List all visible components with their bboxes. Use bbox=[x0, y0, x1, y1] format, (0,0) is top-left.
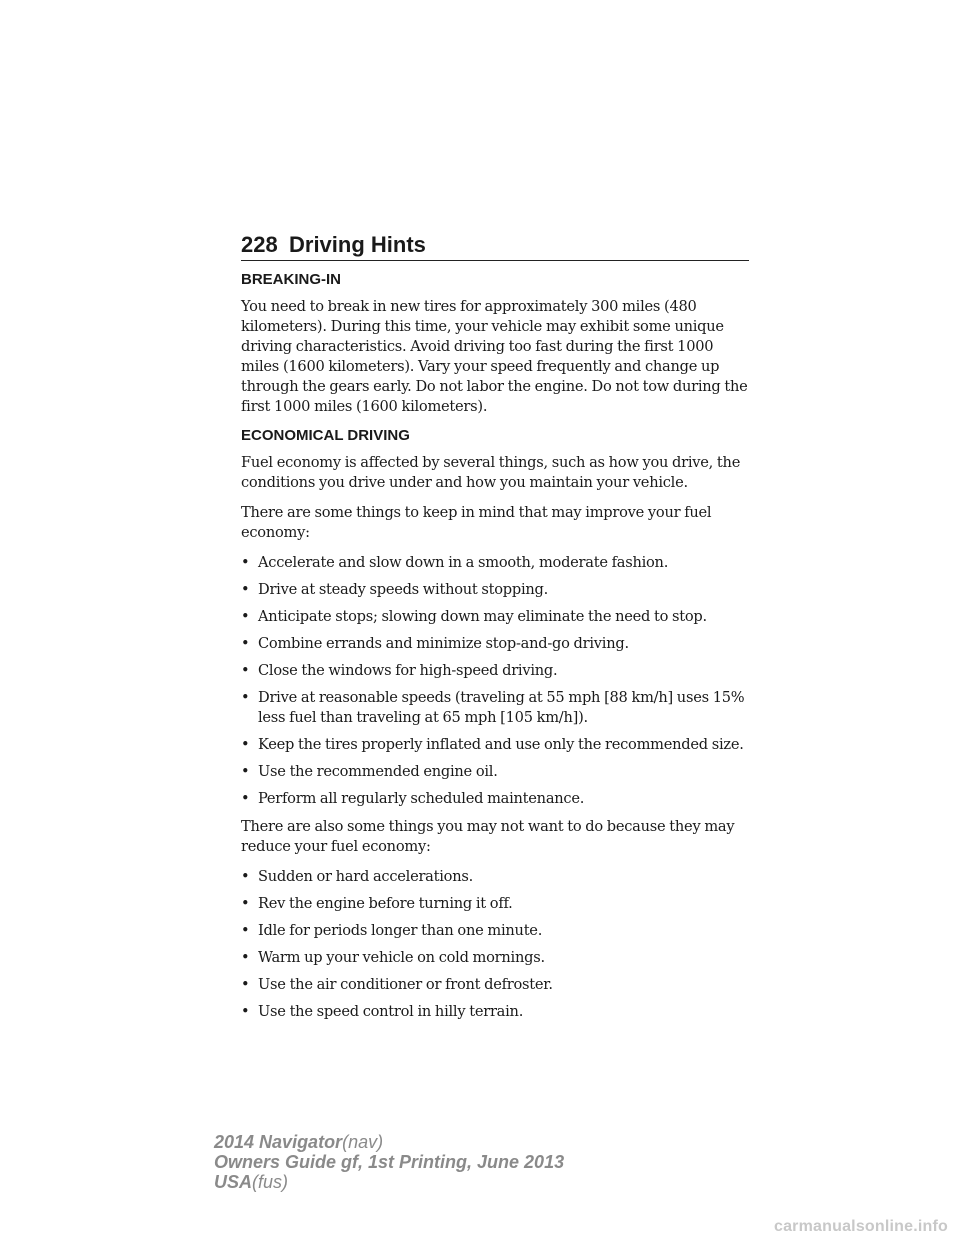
bullet-icon: • bbox=[241, 763, 250, 780]
footer-line-market: USA(fus) bbox=[214, 1172, 289, 1192]
economical-driving-heading: ECONOMICAL DRIVING bbox=[241, 427, 410, 444]
improve-intro: There are some things to keep in mind that may improve your fuel economy: bbox=[241, 504, 712, 541]
bullet-icon: • bbox=[241, 608, 250, 625]
list-item: • Accelerate and slow down in a smooth, moderate fashion. bbox=[241, 554, 669, 571]
improve-list bbox=[241, 553, 751, 809]
bullet-icon: • bbox=[241, 790, 250, 807]
reduce-list bbox=[241, 867, 751, 1022]
watermark: carmanualsonline.info bbox=[773, 1218, 948, 1235]
list-item: • Warm up your vehicle on cold mornings. bbox=[241, 949, 545, 966]
list-item: • Anticipate stops; slowing down may eliminate the need to stop. bbox=[241, 608, 707, 625]
reduce-intro: There are also some things you may not want to do because they may reduce your fuel economy: bbox=[241, 818, 735, 855]
bullet-icon: • bbox=[241, 922, 250, 939]
bullet-icon: • bbox=[241, 949, 250, 966]
list-item: • Rev the engine before turning it off. bbox=[241, 895, 513, 912]
list-item: • Combine errands and minimize stop-and-go driving. bbox=[241, 635, 629, 652]
footer-line-printing: Owners Guide gf, 1st Printing, June 2013 bbox=[214, 1152, 565, 1172]
document-footer bbox=[214, 1132, 564, 1192]
bullet-icon: • bbox=[241, 736, 250, 753]
section-title: Driving Hints bbox=[289, 232, 426, 257]
bullet-icon: • bbox=[241, 868, 250, 885]
list-item: • Keep the tires properly inflated and use only the recommended size. bbox=[241, 736, 744, 753]
page-number: 228 bbox=[241, 232, 278, 257]
bullet-icon: • bbox=[241, 662, 250, 679]
economical-intro: Fuel economy is affected by several things, such as how you drive, the conditions you drive under and how you maintain your vehicle. bbox=[241, 454, 741, 491]
bullet-icon: • bbox=[241, 895, 250, 912]
list-item: • Sudden or hard accelerations. bbox=[241, 868, 473, 885]
footer-line-model: 2014 Navigator(nav) bbox=[214, 1132, 384, 1152]
list-item: • Perform all regularly scheduled maintenance. bbox=[241, 790, 585, 807]
page-content bbox=[241, 271, 751, 1030]
bullet-icon: • bbox=[241, 635, 250, 652]
list-item: • Use the speed control in hilly terrain. bbox=[241, 1003, 524, 1020]
bullet-icon: • bbox=[241, 554, 250, 571]
bullet-icon: • bbox=[241, 1003, 250, 1020]
bullet-icon: • bbox=[241, 581, 250, 598]
list-item: • Drive at steady speeds without stopping. bbox=[241, 581, 549, 598]
list-item: • Use the recommended engine oil. bbox=[241, 763, 498, 780]
breaking-in-paragraph: You need to break in new tires for approximately 300 miles (480 kilometers). During this time, your vehicle may exhibit some unique driving characteristics. Avoid driving too fast during the first 1000 miles (1600 kilometers). Vary your speed frequently and change up through the gears early. Do not labor the engine. Do not tow during the first 1000 miles (1600 kilometers). bbox=[241, 298, 748, 415]
list-item: • Drive at reasonable speeds (traveling at 55 mph [88 km/h] uses 15% less fuel than traveling at 65 mph [105 km/h]). bbox=[241, 689, 745, 726]
list-item: • Idle for periods longer than one minute. bbox=[241, 922, 543, 939]
breaking-in-heading: BREAKING-IN bbox=[241, 271, 341, 288]
bullet-icon: • bbox=[241, 976, 250, 993]
list-item: • Close the windows for high-speed driving. bbox=[241, 662, 558, 679]
list-item: • Use the air conditioner or front defroster. bbox=[241, 976, 553, 993]
bullet-icon: • bbox=[241, 689, 250, 706]
page-header bbox=[241, 230, 749, 261]
